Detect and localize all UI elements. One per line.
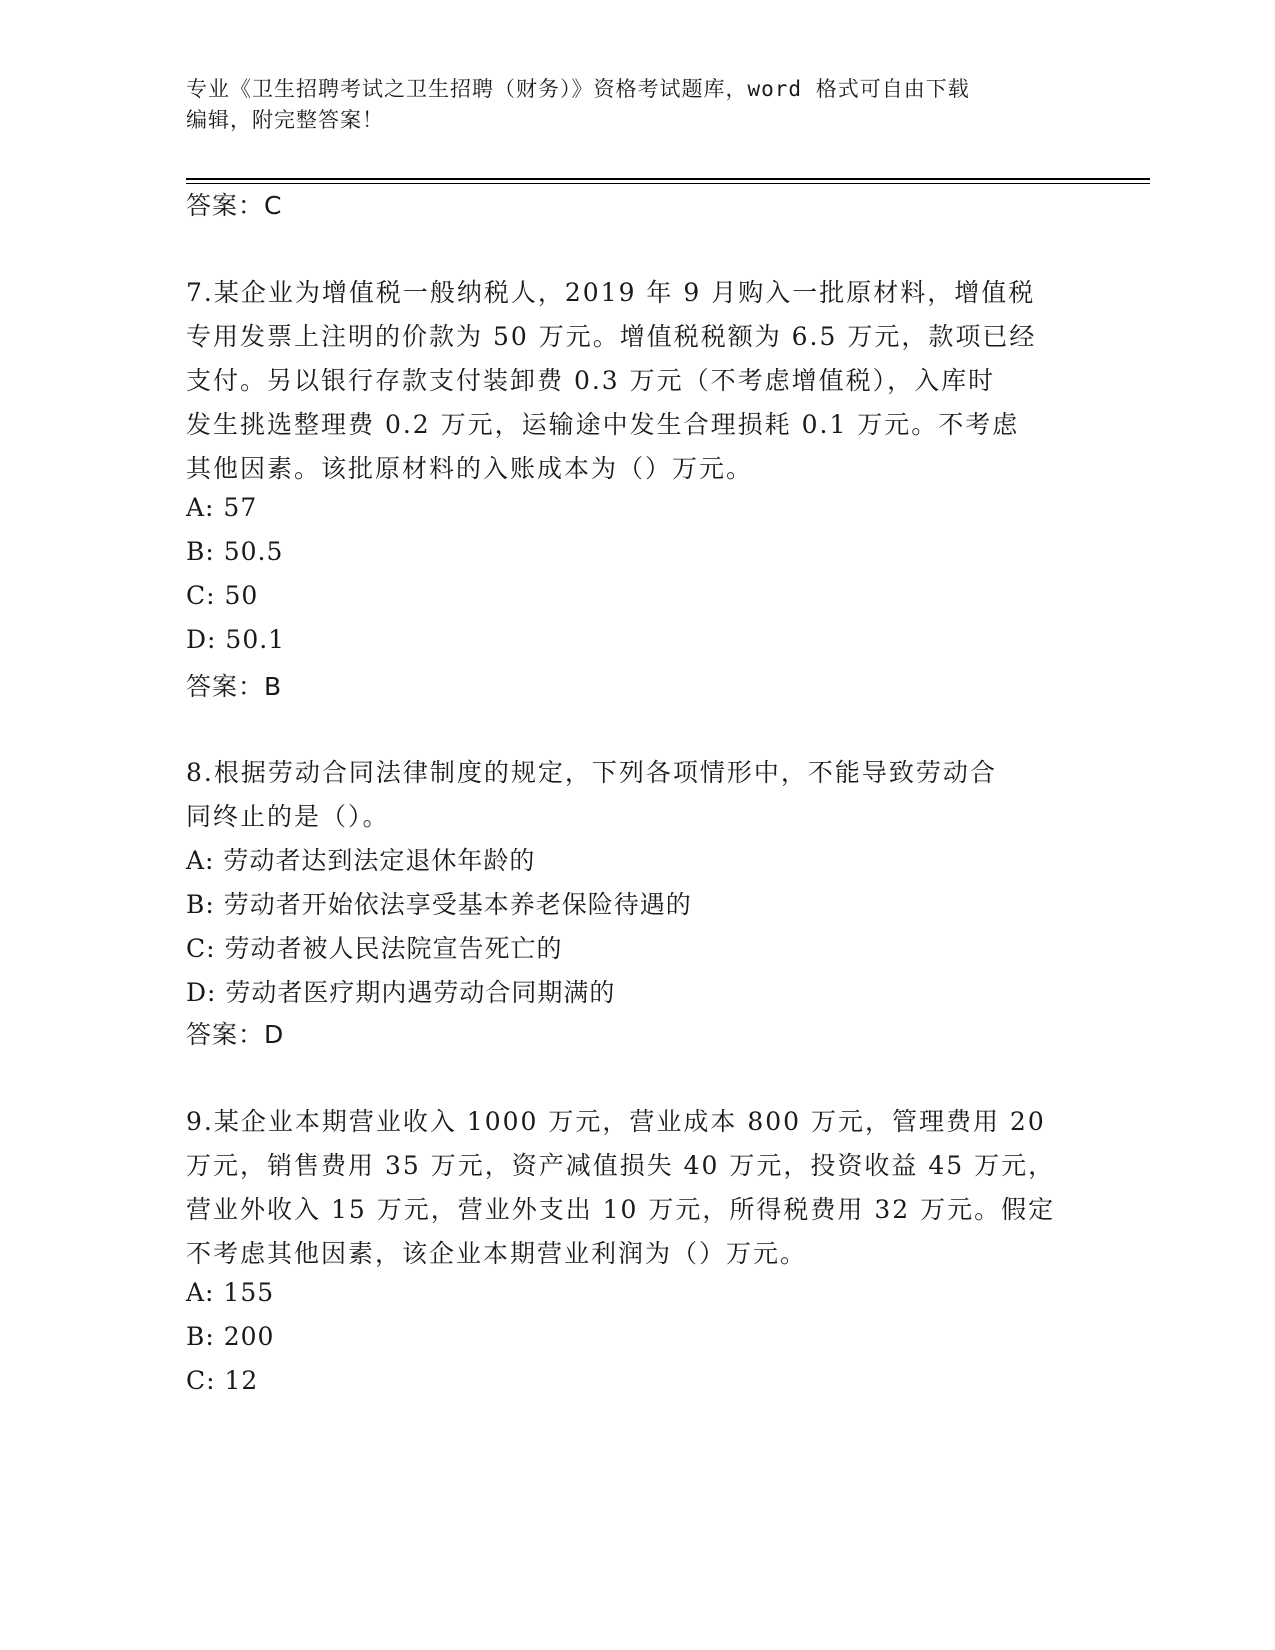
q8-text-line-2: 同终止的是（）。: [186, 802, 390, 831]
q7-option-c: C: 50: [186, 581, 259, 610]
q7-text-line-5: 其他因素。该批原材料的入账成本为（）万元。: [186, 454, 754, 483]
q8-option-d: D: 劳动者医疗期内遇劳动合同期满的: [186, 978, 616, 1007]
q8-text-line-1: 8.根据劳动合同法律制度的规定，下列各项情形中，不能导致劳动合: [186, 758, 997, 787]
q9-option-a: A: 155: [186, 1278, 275, 1307]
q9-text-line-2: 万元，销售费用 35 万元，资产减值损失 40 万元，投资收益 45 万元，: [186, 1151, 1056, 1180]
q7-option-b: B: 50.5: [186, 537, 284, 566]
q9-text-line-3: 营业外收入 15 万元，营业外支出 10 万元，所得税费用 32 万元。假定: [186, 1195, 1056, 1224]
q7-text-line-2: 专用发票上注明的价款为 50 万元。增值税税额为 6.5 万元，款项已经: [186, 322, 1037, 351]
q7-text-line-3: 支付。另以银行存款支付装卸费 0.3 万元（不考虑增值税），入库时: [186, 366, 996, 395]
q7-option-d: D: 50.1: [186, 625, 286, 654]
q8-option-c: C: 劳动者被人民法院宣告死亡的: [186, 934, 563, 963]
header-line-2: 编辑，附完整答案！: [186, 108, 384, 132]
q8-option-b: B: 劳动者开始依法享受基本养老保险待遇的: [186, 890, 692, 919]
q7-text-line-4: 发生挑选整理费 0.2 万元，运输途中发生合理损耗 0.1 万元。不考虑: [186, 410, 1020, 439]
header-divider-bottom: [186, 183, 1150, 184]
document-header: [186, 74, 1086, 136]
q9-option-c: C: 12: [186, 1366, 259, 1395]
q9-text-line-4: 不考虑其他因素，该企业本期营业利润为（）万元。: [186, 1239, 808, 1268]
q8-option-a: A: 劳动者达到法定退休年龄的: [186, 846, 536, 875]
prev-answer: 答案：C: [186, 191, 283, 220]
q9-option-b: B: 200: [186, 1322, 275, 1351]
q7-answer: 答案：B: [186, 672, 283, 701]
q7-option-a: A: 57: [186, 493, 258, 522]
q7-text-line-1: 7.某企业为增值税一般纳税人，2019 年 9 月购入一批原材料，增值税: [186, 278, 1036, 307]
q8-answer: 答案：D: [186, 1020, 285, 1049]
header-line-1: 专业《卫生招聘考试之卫生招聘（财务）》资格考试题库，word 格式可自由下载: [186, 77, 970, 101]
header-divider-top: [186, 178, 1150, 180]
q9-text-line-1: 9.某企业本期营业收入 1000 万元，营业成本 800 万元，管理费用 20: [186, 1107, 1046, 1136]
